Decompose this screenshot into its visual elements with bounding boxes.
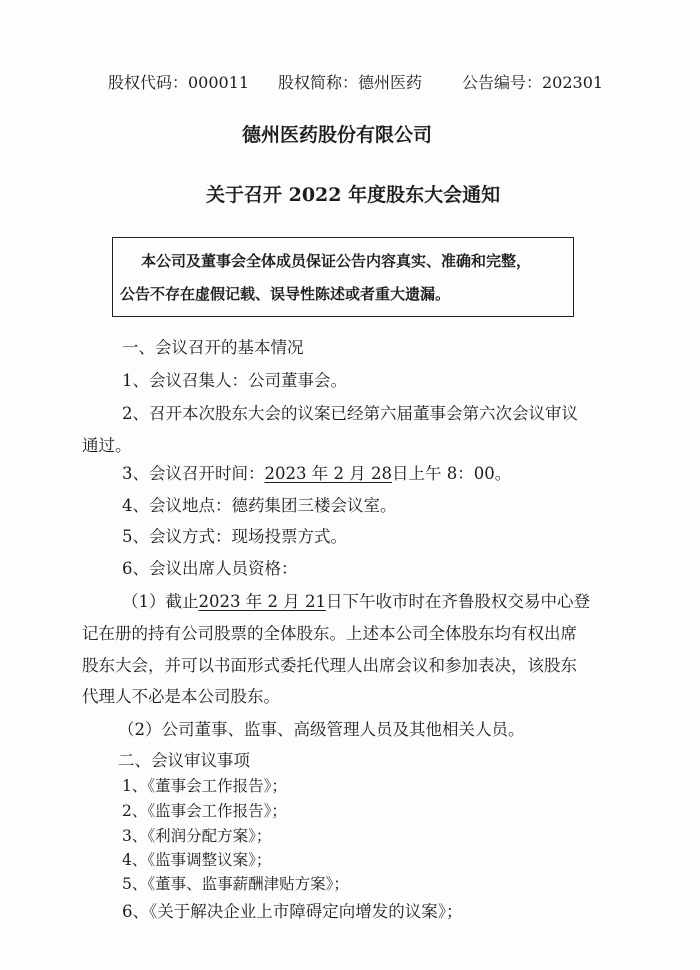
section1-item-6-sub1-line3: 股东大会，并可以书面形式委托代理人出席会议和参加表决，该股东 bbox=[82, 656, 577, 675]
section1-item-6-sub2: （2）公司董事、监事、高级管理人员及其他相关人员。 bbox=[118, 720, 525, 739]
stock-abbr-label: 股权简称：德州医药 bbox=[278, 73, 423, 92]
section1-item-4: 4、会议地点：德药集团三楼会议室。 bbox=[122, 496, 397, 515]
section2-item-5: 5、《董事、监事薪酬津贴方案》； bbox=[122, 875, 349, 893]
notice-number-label: 公告编号：202301 bbox=[462, 73, 604, 92]
section1-item-3 bbox=[122, 460, 511, 484]
section2-heading: 二、会议审议事项 bbox=[118, 751, 250, 770]
section1-item-6-sub1-line4: 代理人不必是本公司股东。 bbox=[82, 687, 280, 706]
section1-item-5: 5、会议方式：现场投票方式。 bbox=[122, 527, 347, 546]
section1-item-6-sub1-line2: 记在册的持有公司股票的全体股东。上述本公司全体股东均有权出席 bbox=[82, 624, 577, 643]
section2-item-1: 1、《董事会工作报告》； bbox=[122, 777, 287, 795]
section1-item-2-line1: 2、召开本次股东大会的议案已经第六届董事会第六次会议审议 bbox=[122, 404, 578, 423]
section1-item-6: 6、会议出席人员资格： bbox=[122, 559, 298, 578]
section1-item-1: 1、会议召集人：公司董事会。 bbox=[122, 371, 347, 390]
meeting-date: 2023 年 2 月 28 bbox=[264, 464, 392, 483]
section2-item-6: 6、《关于解决企业上市障碍定向增发的议案》； bbox=[122, 902, 463, 921]
company-title: 德州医药股份有限公司 bbox=[242, 124, 433, 146]
section1-item-2-line2: 通过。 bbox=[82, 436, 132, 455]
statement-box bbox=[112, 237, 574, 317]
section2-item-2: 2、《监事会工作报告》； bbox=[122, 802, 287, 820]
statement-line-2: 公告不存在虚假记载、误导性陈述或者重大遗漏。 bbox=[120, 285, 451, 303]
meeting-time-prefix: 3、会议召开时间： bbox=[122, 464, 265, 483]
stock-code-label: 股权代码：000011 bbox=[108, 73, 250, 92]
record-date-prefix: （1）截止 bbox=[122, 592, 199, 611]
section1-heading: 一、会议召开的基本情况 bbox=[122, 338, 304, 357]
notice-title: 关于召开 2022 年度股东大会通知 bbox=[206, 184, 501, 206]
statement-line-1: 本公司及董事会全体成员保证公告内容真实、准确和完整， bbox=[141, 252, 532, 270]
meeting-time-suffix: 日上午 8：00。 bbox=[391, 464, 512, 483]
section2-item-4: 4、《监事调整议案》； bbox=[122, 851, 272, 869]
record-date: 2023 年 2 月 21 bbox=[198, 592, 326, 611]
record-date-suffix: 日下午收市时在齐鲁股权交易中心登 bbox=[325, 592, 590, 611]
section2-item-3: 3、《利润分配方案》； bbox=[122, 827, 272, 845]
section1-item-6-sub1-line1 bbox=[122, 588, 590, 612]
